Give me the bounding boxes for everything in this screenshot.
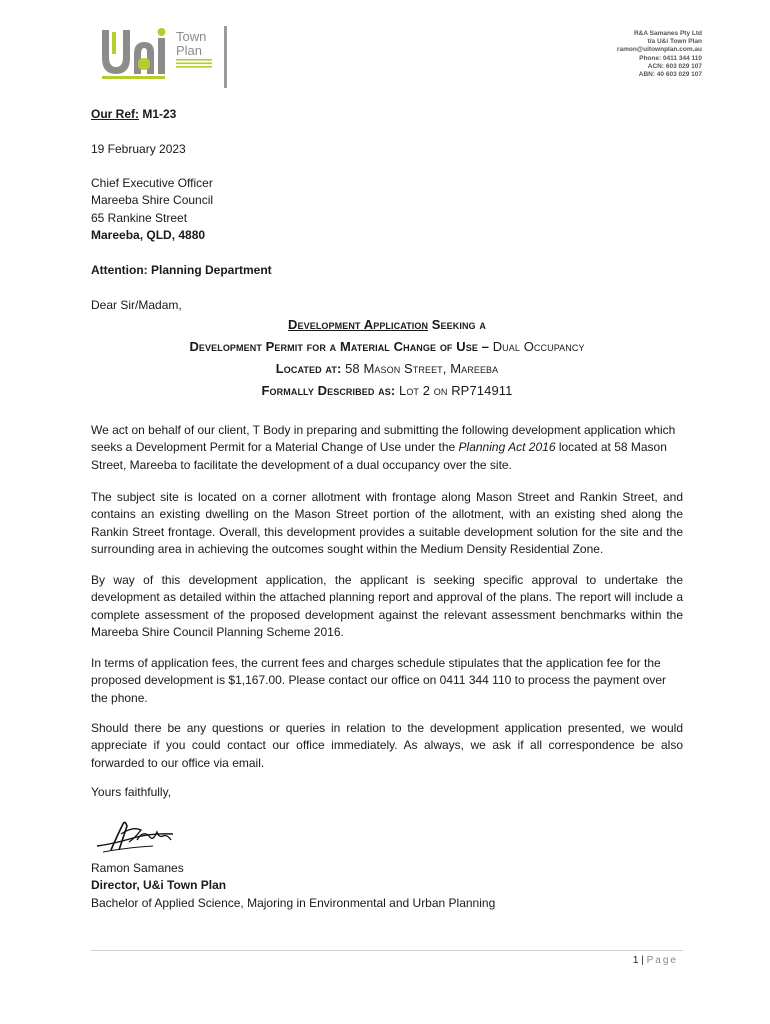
title-line-2a: Development Permit for a Material Change of Use – [189, 339, 493, 354]
reference-value: M1-23 [142, 107, 177, 121]
signer-title: Director, U&i Town Plan [91, 878, 227, 893]
logo-divider [224, 26, 227, 88]
paragraph-5: Should there be any questions or queries in relation to the development application presented, we would appreciate if you could contact our office immediately. As always, we ask if all correspondence be also forwarded to our office via email. [91, 721, 683, 770]
attention-line: Attention: Planning Department [91, 263, 272, 277]
company-abn: ABN: 40 603 029 107 [638, 71, 702, 79]
title-line-1 [91, 314, 683, 336]
signer-block [91, 860, 683, 912]
title-line-2b: Dual Occupancy [492, 339, 585, 354]
letter-date: 19 February 2023 [91, 142, 186, 156]
recipient-line-3: 65 Rankine Street [91, 210, 188, 225]
title-line-3b: 58 Mason Street, Mareeba [345, 361, 499, 376]
paragraph-1-part-a: We act on behalf of our client, T Body in preparing and submitting the following development application which seeks a Development Permit for a Material Change of Use under the [91, 423, 676, 455]
paragraph-1-part-c: located at 58 Mason Street, Mareeba to facilitate the development of a dual occupancy over the site. [91, 440, 667, 472]
paragraph-2: The subject site is located on a corner allotment with frontage along Mason Street and Rankin Street, and contains an existing dwelling on the Mason Street portion of the allotment, with an existing shed along the Rankin Street frontage. Overall, this development provides a suitable development solution for the site and the surrounding area in achieving the outcomes sought within the Medium Density Residential Zone. [91, 490, 683, 557]
title-line-3 [91, 358, 683, 380]
paragraph-1 [91, 422, 683, 474]
company-phone: Phone: 0411 344 110 [639, 54, 702, 62]
title-line-3a: Located at: [275, 361, 346, 376]
paragraph-4: In terms of application fees, the current fees and charges schedule stipulates that the application fee for the proposed development is $1,167.00. Please contact our office on 0411 344 110 to process the payment over the phone. [91, 656, 667, 705]
company-name: R&A Samanes Pty Ltd [633, 30, 702, 37]
signer-qualification: Bachelor of Applied Science, Majoring in Environmental and Urban Planning [91, 895, 496, 910]
salutation: Dear Sir/Madam, [91, 298, 182, 312]
title-line-4b: Lot 2 on RP714911 [399, 383, 513, 398]
page-separator: | [638, 955, 647, 966]
recipient-line-1: Chief Executive Officer [91, 176, 213, 190]
company-acn: ACN: 603 029 107 [647, 62, 702, 70]
title-line-1b: Seeking a [428, 317, 486, 332]
planning-act-reference: Planning Act 2016 [458, 440, 556, 455]
title-line-1a: Development Application [288, 317, 429, 332]
company-details [617, 30, 702, 79]
paragraph-3: By way of this development application, the applicant is seeking specific approval to undertake the development as detailed within the attached planning report and approval of the plans. The report will include a complete assessment of the proposed development against the relevant assessment benchmarks within the Mareeba Shire Council Planning Scheme 2016. [91, 573, 683, 640]
page-footer [633, 955, 678, 966]
title-line-2 [91, 336, 683, 358]
logo-plan-text: Plan [176, 43, 203, 58]
company-email: ramon@uitownplan.com.au [616, 46, 702, 54]
signer-name: Ramon Samanes [91, 861, 184, 875]
logo-town-text: Town [176, 29, 207, 44]
recipient-line-4: Mareeba, QLD, 4880 [91, 228, 206, 243]
company-logo [100, 24, 232, 88]
company-trading-as: t/a U&i Town Plan [647, 38, 702, 46]
title-line-4a: Formally Described as: [261, 383, 399, 398]
reference-label: Our Ref: [91, 107, 139, 121]
page-label: Page [646, 955, 678, 966]
recipient-address [91, 175, 683, 245]
signature-image [93, 816, 177, 858]
page-number: 1 [632, 955, 639, 966]
recipient-line-2: Mareeba Shire Council [91, 193, 214, 208]
letter-title [91, 314, 683, 402]
title-line-4 [91, 380, 683, 402]
closing: Yours faithfully, [91, 785, 172, 799]
footer-divider [91, 950, 683, 951]
our-reference [91, 106, 683, 123]
